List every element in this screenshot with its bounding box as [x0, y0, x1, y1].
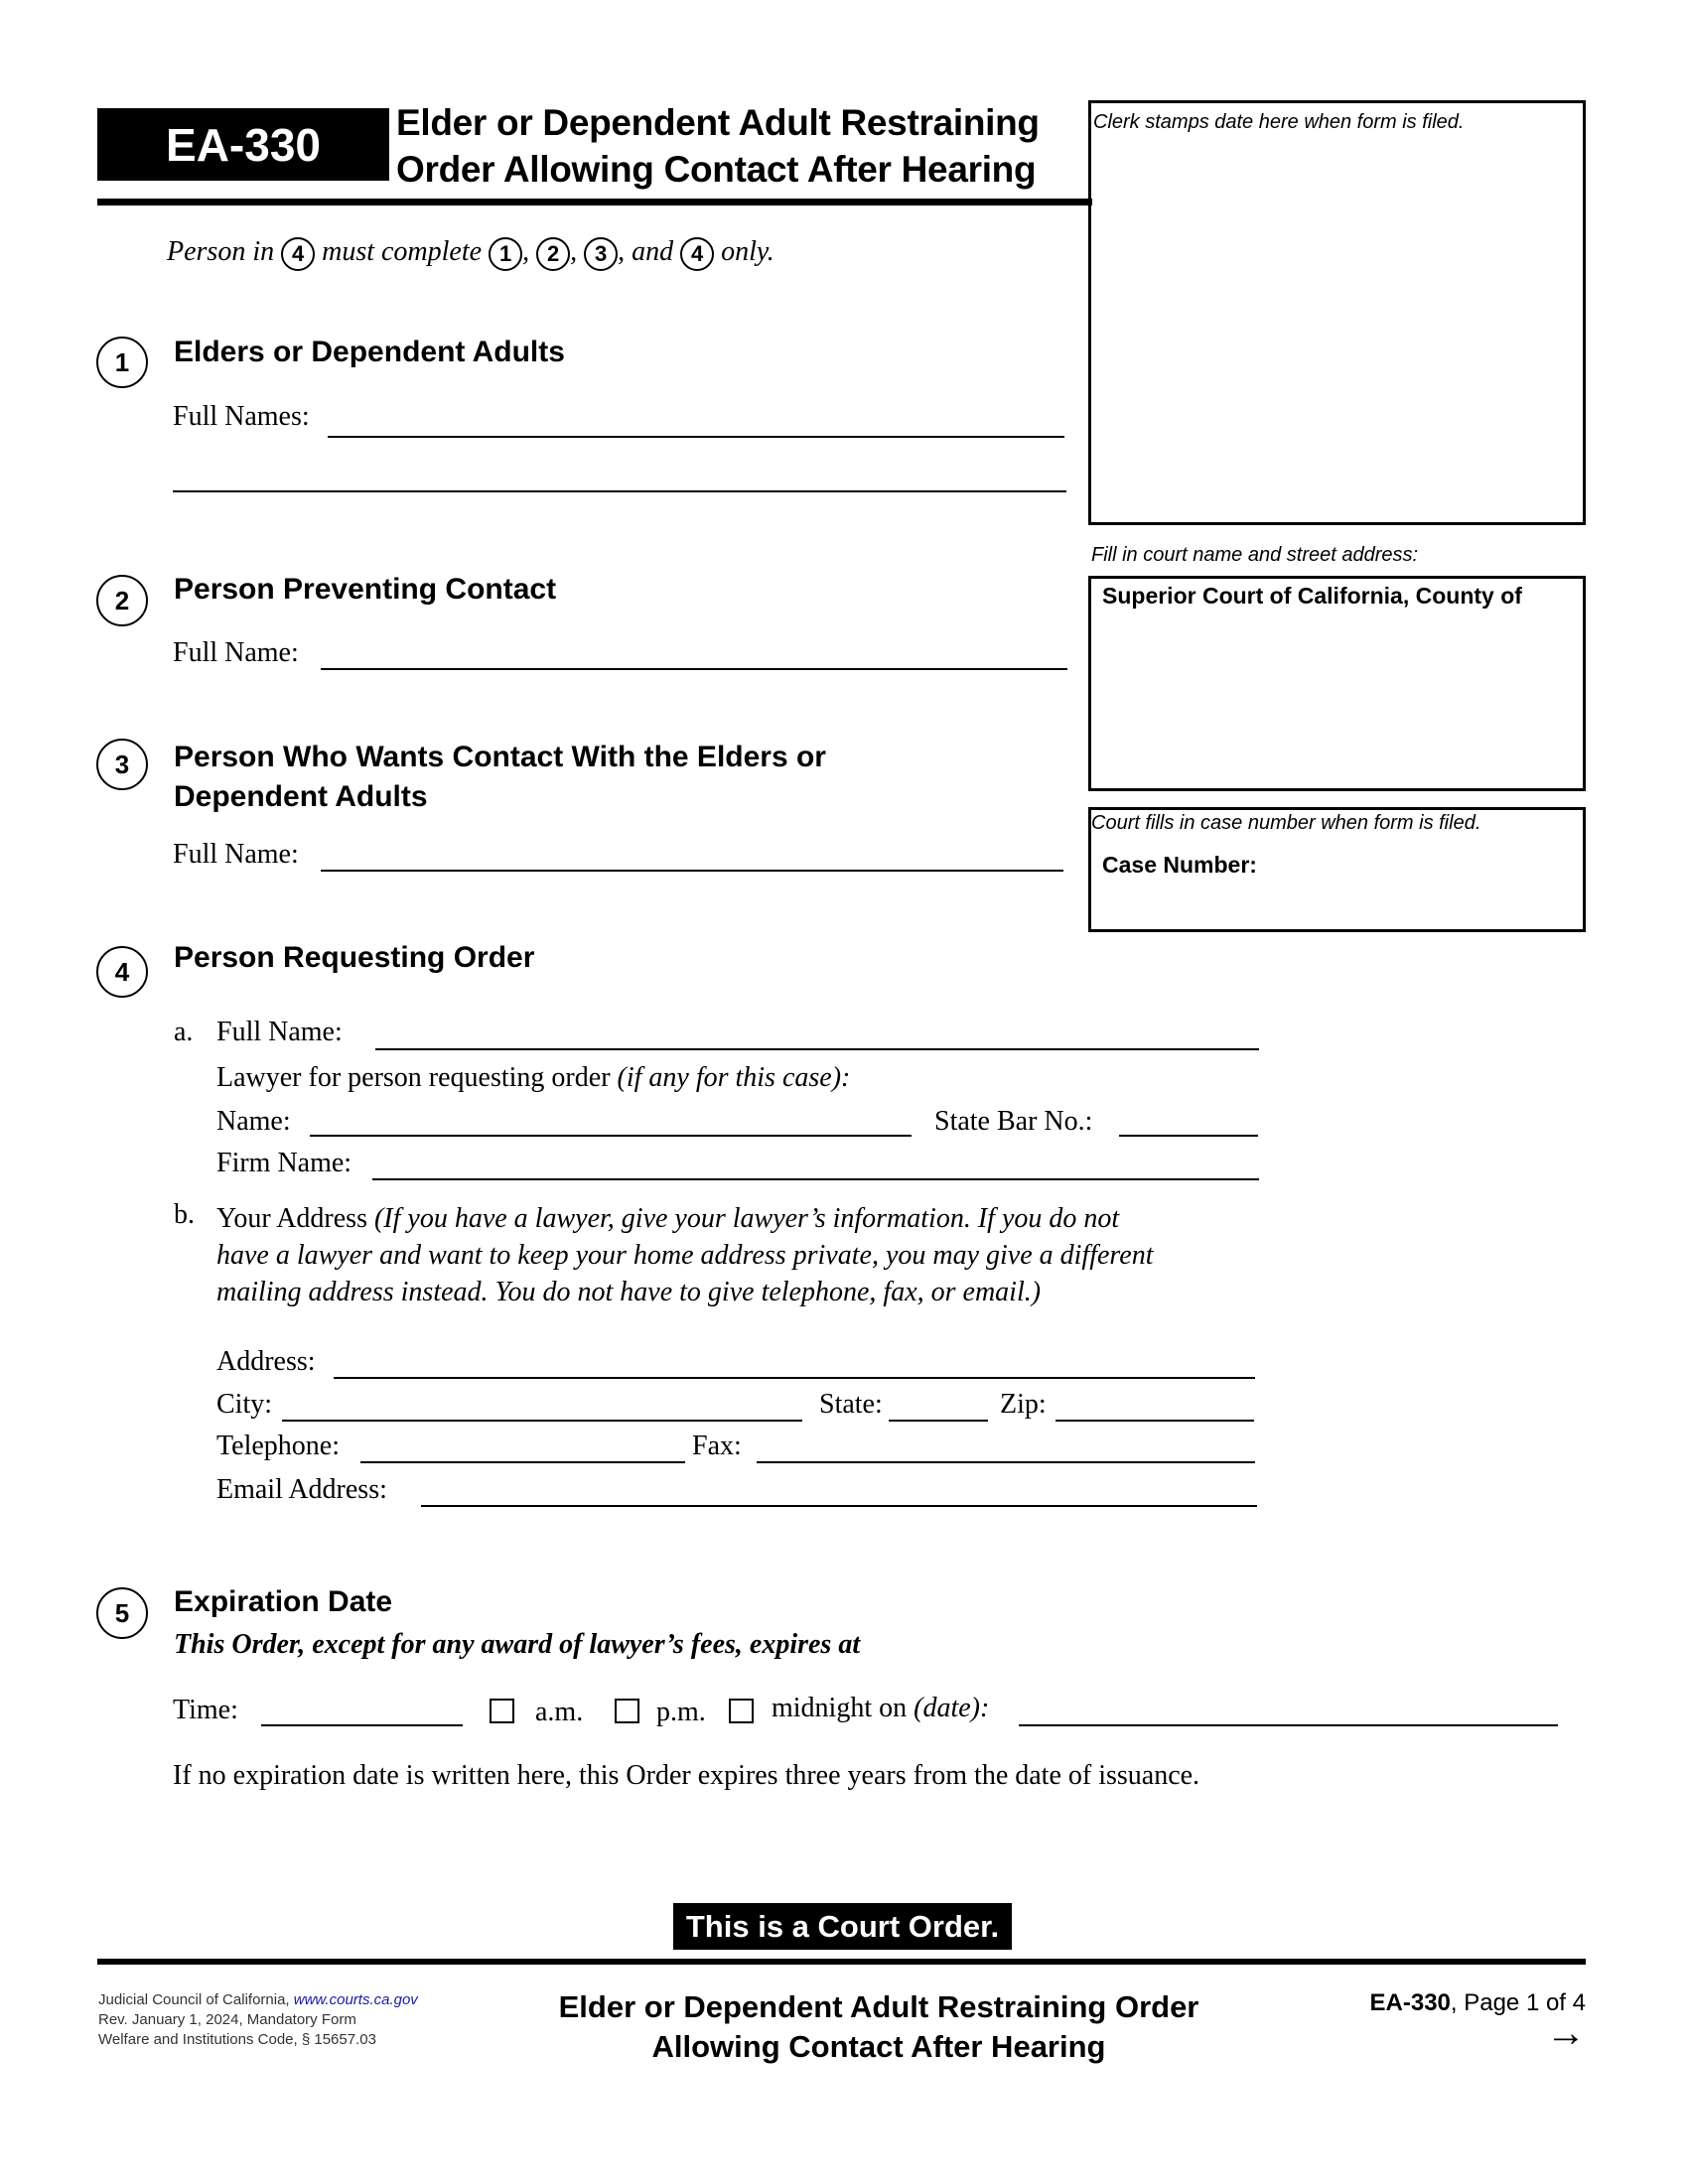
- footer-info: Judicial Council of California, www.courts.ca.gov Rev. January 1, 2024, Mandatory Form Welfare and Institutions Code, § 15657.03: [98, 1991, 418, 2048]
- expiration-subheading: This Order, except for any award of lawyer’s fees, expires at: [174, 1629, 861, 1660]
- title-line-2: Order Allowing Contact After Hearing: [396, 149, 1037, 190]
- footer-title: Elder or Dependent Adult Restraining Order Allowing Contact After Hearing: [558, 1989, 1199, 2064]
- form-id-badge: [97, 108, 389, 181]
- state-bar-input[interactable]: [1119, 1135, 1258, 1137]
- form-title: [396, 99, 1040, 193]
- circle-3: 3: [584, 237, 618, 271]
- zip-input[interactable]: [1055, 1420, 1254, 1422]
- pm-checkbox[interactable]: [615, 1699, 639, 1723]
- full-names-input-1[interactable]: [328, 436, 1064, 438]
- court-order-banner: This is a Court Order.: [673, 1903, 1012, 1950]
- lawyer-name-label: Name:: [216, 1106, 291, 1137]
- courts-link[interactable]: www.courts.ca.gov: [293, 1991, 418, 2008]
- midnight-checkbox[interactable]: [729, 1699, 754, 1723]
- section-4-number: 4: [96, 946, 148, 998]
- pm-label: p.m.: [656, 1697, 706, 1727]
- section-3-number: 3: [96, 739, 148, 790]
- circle-1: 1: [489, 237, 522, 271]
- section-2-number: 2: [96, 575, 148, 626]
- clerk-stamp-label: Clerk stamps date here when form is filed.: [1093, 111, 1465, 133]
- item-b-marker: b.: [174, 1199, 195, 1230]
- state-input[interactable]: [889, 1420, 988, 1422]
- midnight-label: midnight on (date):: [772, 1693, 990, 1723]
- section-5-heading: Expiration Date: [174, 1585, 393, 1618]
- am-checkbox[interactable]: [490, 1699, 514, 1723]
- section-1-number: 1: [96, 337, 148, 388]
- form-id: EA-330: [166, 118, 321, 171]
- email-input[interactable]: [421, 1505, 1257, 1507]
- case-box-instruction: Court fills in case number when form is filed.: [1091, 812, 1481, 834]
- fax-label: Fax:: [692, 1431, 742, 1461]
- clerk-stamp-box: [1088, 100, 1586, 525]
- contact-person-name-input[interactable]: [321, 870, 1063, 872]
- circle-2: 2: [536, 237, 570, 271]
- firm-name-label: Firm Name:: [216, 1148, 352, 1178]
- full-name-label: Full Name:: [173, 637, 299, 668]
- full-name-label: Full Name:: [173, 839, 299, 870]
- state-label: State:: [819, 1389, 883, 1420]
- lawyer-name-input[interactable]: [310, 1135, 912, 1137]
- section-1-heading: Elders or Dependent Adults: [174, 336, 565, 368]
- case-number-label: Case Number:: [1102, 852, 1257, 878]
- telephone-label: Telephone:: [216, 1431, 340, 1461]
- section-3-heading: Person Who Wants Contact With the Elders or Dependent Adults: [174, 741, 826, 813]
- address-label: Address:: [216, 1346, 316, 1377]
- lawyer-label: Lawyer for person requesting order (if any for this case):: [216, 1062, 851, 1093]
- city-label: City:: [216, 1389, 273, 1420]
- section-4-heading: Person Requesting Order: [174, 941, 535, 974]
- footer-rule: [97, 1959, 1586, 1965]
- item-a-marker: a.: [174, 1017, 194, 1047]
- state-bar-label: State Bar No.:: [934, 1106, 1093, 1137]
- court-name-text: Superior Court of California, County of: [1102, 583, 1522, 609]
- circle-4: 4: [281, 237, 315, 271]
- title-line-1: Elder or Dependent Adult Restraining: [396, 102, 1040, 143]
- full-name-label: Full Name:: [216, 1017, 343, 1047]
- time-label: Time:: [173, 1695, 238, 1725]
- city-input[interactable]: [282, 1420, 802, 1422]
- expiration-note: If no expiration date is written here, this Order expires three years from the date of issuance.: [173, 1760, 1200, 1791]
- arrow-right-icon: →: [1546, 2011, 1586, 2055]
- telephone-input[interactable]: [360, 1461, 685, 1463]
- am-label: a.m.: [535, 1697, 584, 1727]
- full-names-input-2[interactable]: [173, 490, 1066, 492]
- intro-instruction: Person in 4 must complete 1 , 2 , 3 , and 4 only.: [167, 236, 774, 271]
- requester-name-input[interactable]: [375, 1048, 1259, 1050]
- zip-label: Zip:: [1000, 1389, 1047, 1420]
- section-2-heading: Person Preventing Contact: [174, 573, 557, 606]
- circle-4: 4: [680, 237, 714, 271]
- address-instructions: Your Address (If you have a lawyer, give your lawyer’s information. If you do not have a lawyer and want to keep your home address private, you may give a different mailing address instead. You do not have to give telephone, fax, or email.): [216, 1203, 1154, 1307]
- court-box-instruction: Fill in court name and street address:: [1091, 544, 1419, 566]
- firm-name-input[interactable]: [372, 1178, 1259, 1180]
- header-rule: [97, 199, 1092, 205]
- full-names-label: Full Names:: [173, 401, 310, 432]
- address-input[interactable]: [334, 1377, 1255, 1379]
- case-number-box[interactable]: [1088, 807, 1586, 932]
- date-input[interactable]: [1019, 1724, 1558, 1726]
- restrained-person-name-input[interactable]: [321, 668, 1067, 670]
- section-5-number: 5: [96, 1587, 148, 1639]
- page-indicator: EA-330, Page 1 of 4: [1369, 1989, 1586, 2016]
- time-input[interactable]: [261, 1724, 463, 1726]
- court-name-box[interactable]: [1088, 576, 1586, 791]
- fax-input[interactable]: [757, 1461, 1255, 1463]
- email-label: Email Address:: [216, 1474, 387, 1505]
